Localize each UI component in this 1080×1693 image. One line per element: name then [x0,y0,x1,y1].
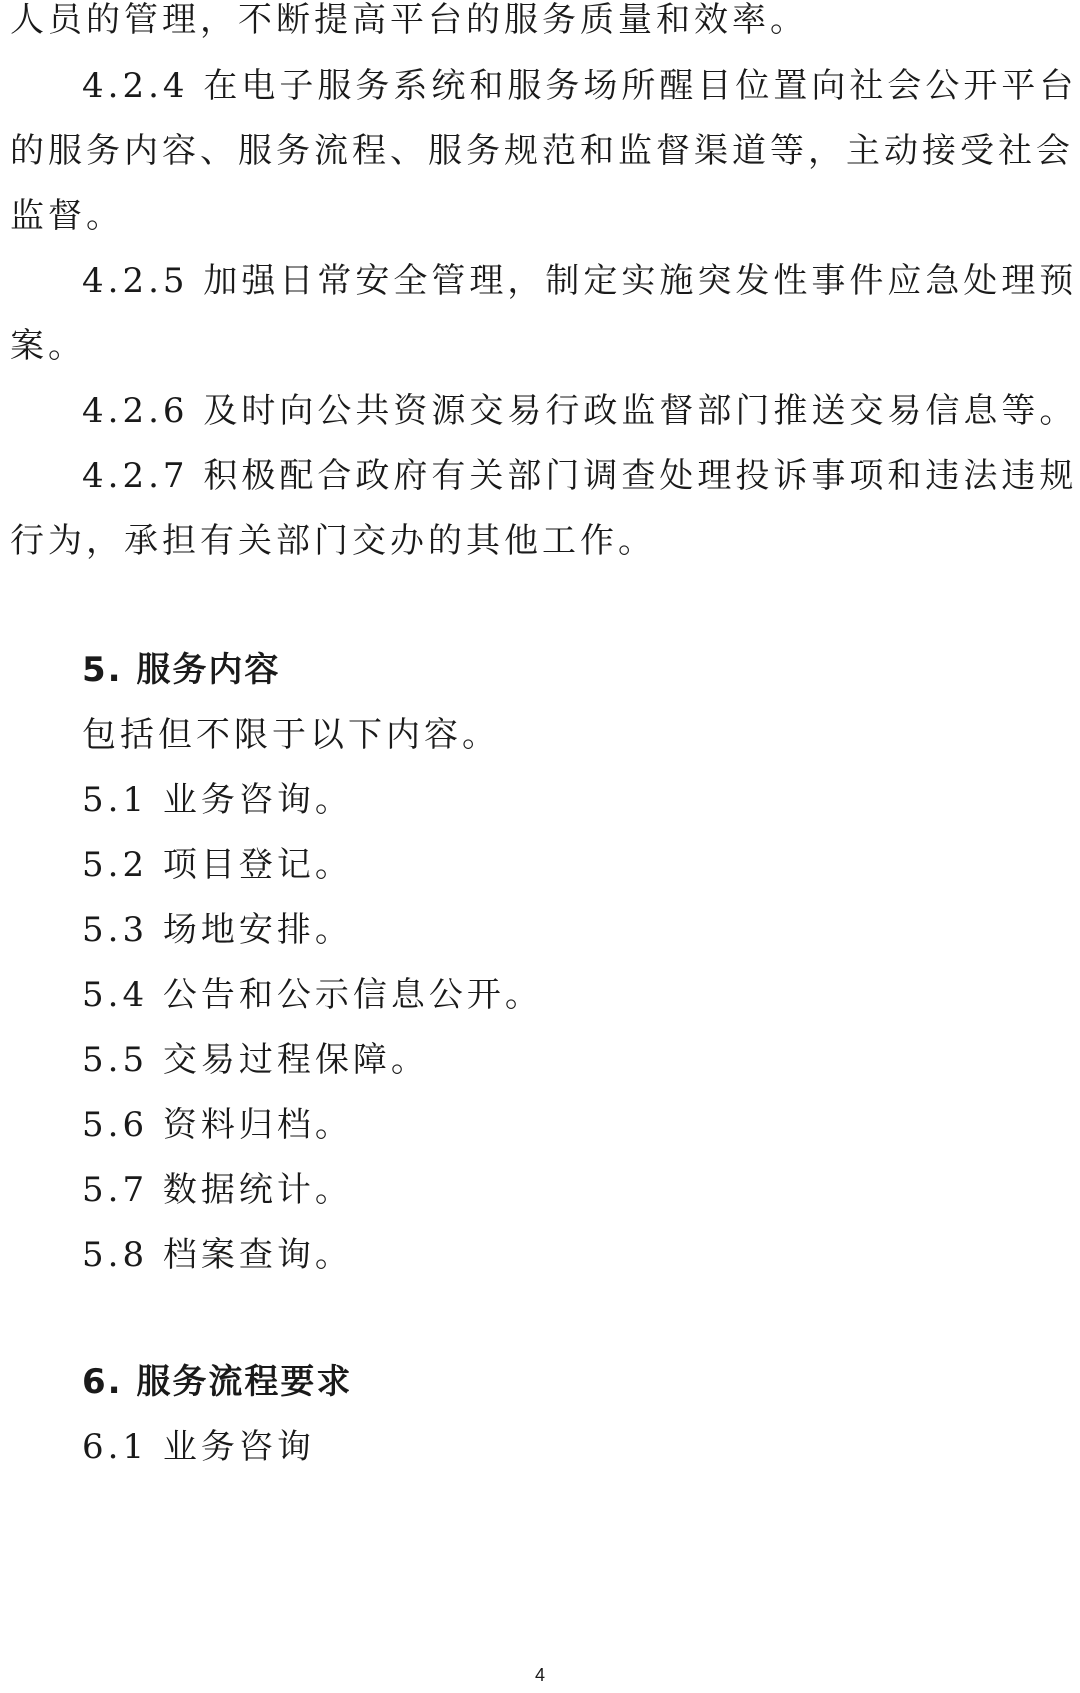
clause-number: 4.2.5 [82,261,189,301]
clause-number: 4.2.7 [82,456,189,496]
clause-4-2-4-line-3: 监督。 [10,196,124,236]
list-item-5-1: 5.1 业务咨询。 [82,780,353,820]
clause-4-2-7-line-2: 行为，承担有关部门交办的其他工作。 [10,521,656,561]
clause-number: 4.2.4 [82,66,189,106]
section-5-heading: 5. 服务内容 [82,650,281,690]
clause-4-2-7-line-1 [82,456,1077,496]
clause-4-2-5-line-2: 案。 [10,326,86,366]
clause-4-2-4-line-1 [82,66,1077,106]
list-item-5-7: 5.7 数据统计。 [82,1170,353,1210]
list-item-5-3: 5.3 场地安排。 [82,910,353,950]
clause-text: 在电子服务系统和服务场所醒目位置向社会公开平台 [203,66,1078,106]
list-item-5-6: 5.6 资料归档。 [82,1105,353,1145]
list-item-5-5: 5.5 交易过程保障。 [82,1040,429,1080]
clause-number: 4.2.6 [82,391,189,431]
list-item-5-4: 5.4 公告和公示信息公开。 [82,975,543,1015]
list-item-5-8: 5.8 档案查询。 [82,1235,353,1275]
clause-4-2-6-line-1 [82,391,1077,431]
clause-text: 积极配合政府有关部门调查处理投诉事项和违法违规 [203,456,1078,496]
list-item-5-2: 5.2 项目登记。 [82,845,353,885]
paragraph-continuation: 人员的管理，不断提高平台的服务质量和效率。 [10,0,808,40]
section-6-1-heading: 6.1 业务咨询 [82,1427,315,1467]
clause-4-2-5-line-1 [82,261,1077,301]
section-5-intro: 包括但不限于以下内容。 [82,715,500,755]
clause-text: 加强日常安全管理，制定实施突发性事件应急处理预 [203,261,1078,301]
section-6-heading: 6. 服务流程要求 [82,1362,353,1402]
page-number: 4 [534,1665,545,1685]
clause-text: 及时向公共资源交易行政监督部门推送交易信息等。 [203,391,1078,431]
clause-4-2-4-line-2: 的服务内容、服务流程、服务规范和监督渠道等，主动接受社会 [10,131,1074,171]
